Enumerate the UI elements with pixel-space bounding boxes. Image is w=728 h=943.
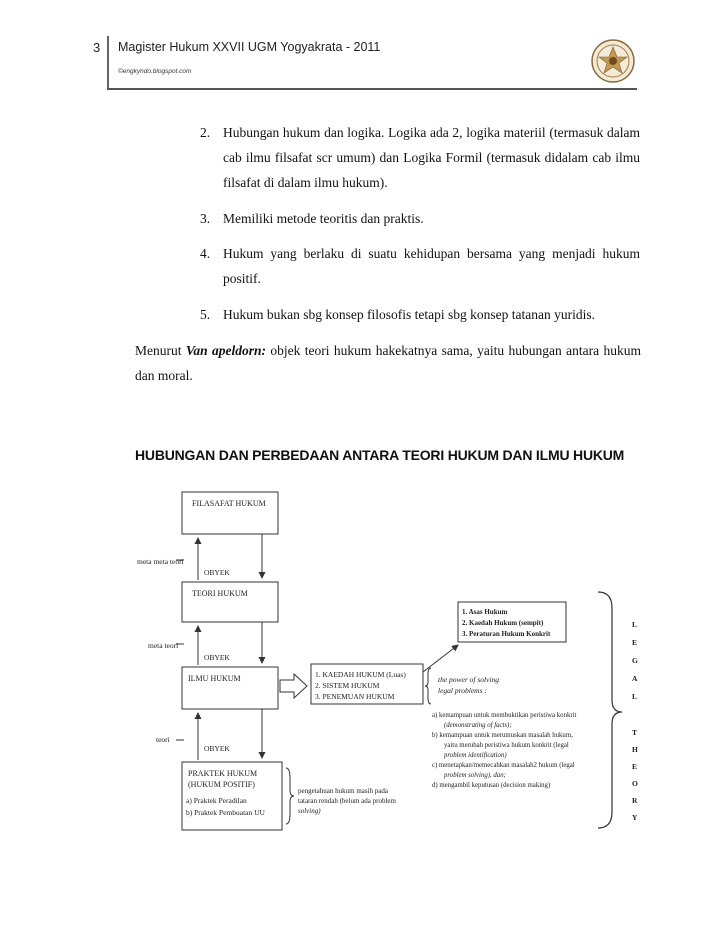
- ability-line: d) mengambil keputusan (decision making): [432, 782, 551, 789]
- vertical-letter: G: [632, 656, 638, 665]
- section-heading: HUBUNGAN DAN PERBEDAAN ANTARA TEORI HUKUM DAN ILMU HUKUM: [135, 447, 625, 463]
- asas-item: 3. Peraturan Hukum Konkrit: [462, 630, 551, 638]
- vertical-letter: E: [632, 762, 638, 771]
- kaedah-item: 2. SISTEM HUKUM: [315, 681, 380, 690]
- praktek-item1: a) Praktek Peradilan: [186, 796, 247, 805]
- meta-meta-teori-label: meta meta teori: [137, 557, 184, 566]
- ability-line: yaitu merubah peristiwa hukum konkrit (legal: [444, 742, 569, 749]
- praktek-item2: b) Praktek Pembuatan UU: [186, 808, 265, 817]
- vertical-letter: R: [632, 796, 638, 805]
- ability-line: c) menetapkan/memecahkan masalah2 hukum (legal: [432, 762, 575, 769]
- pengetahuan-line: solving): [298, 807, 321, 815]
- header-title: Magister Hukum XXVII UGM Yogyakrata - 2011: [118, 40, 381, 54]
- obyek-label: OBYEK: [204, 653, 230, 662]
- list-item-number: 4.: [200, 246, 211, 261]
- pengetahuan-line: tataran rendah (belum ada problem: [298, 797, 396, 805]
- vertical-letter: O: [632, 779, 638, 788]
- author-name: Van apeldorn:: [185, 343, 267, 358]
- paragraph-prefix: Menurut: [135, 343, 186, 358]
- ability-line: problem solving), dan;: [444, 772, 506, 779]
- ability-line: b) kemampuan untuk merumuskan masalah hukum,: [432, 732, 573, 739]
- vertical-letter: L: [632, 692, 638, 701]
- header-subtitle: ©engkyndo.blogspot.com: [118, 68, 192, 75]
- power-line: legal problems :: [438, 686, 487, 695]
- obyek-label: OBYEK: [204, 744, 230, 753]
- obyek-label: OBYEK: [204, 568, 230, 577]
- list-item-number: 2.: [200, 125, 211, 140]
- kaedah-brace: [425, 668, 431, 704]
- asas-item: 2. Kaedah Hukum (sempit): [462, 619, 544, 627]
- list-item-number: 3.: [200, 211, 211, 226]
- vertical-letter: L: [632, 620, 638, 629]
- meta-teori-label: meta teori: [148, 641, 179, 650]
- teori-side-label: teori: [156, 735, 170, 744]
- legal-theory-brace: [598, 592, 622, 828]
- list-item-text: Hubungan hukum dan logika. Logika ada 2, logika materiil (termasuk dalam cab ilmu filsafat scr umum) dan Logika Formil (termasuk didalam cab ilmu filsafat di dalam ilmu hukum).: [223, 125, 640, 190]
- asas-item: 1. Asas Hukum: [462, 608, 508, 616]
- teori-label: TEORI HUKUM: [192, 589, 248, 598]
- kaedah-item: 3. PENEMUAN HUKUM: [315, 692, 395, 701]
- list-item-number: 5.: [200, 307, 211, 322]
- vertical-letter: H: [632, 745, 638, 754]
- praktek-title2: (HUKUM POSITIF): [188, 780, 255, 789]
- pengetahuan-line: pengetahuan hukum masih pada: [298, 787, 389, 795]
- list-item-text: Memiliki metode teoritis dan praktis.: [223, 211, 424, 226]
- vertical-letter: E: [632, 638, 638, 647]
- block-arrow: [280, 674, 307, 698]
- praktek-brace: [286, 768, 294, 824]
- ability-line: (demonstrating of facts);: [444, 722, 512, 729]
- teori-box: [182, 582, 278, 622]
- ability-line: problem identification): [444, 752, 507, 759]
- vertical-letter: T: [632, 728, 638, 737]
- praktek-title1: PRAKTEK HUKUM: [188, 769, 258, 778]
- filsafat-label: FILASAFAT HUKUM: [192, 499, 266, 508]
- vertical-letter: A: [632, 674, 638, 683]
- ilmu-label: ILMU HUKUM: [188, 674, 241, 683]
- page-number: 3: [93, 40, 101, 55]
- arrow-to-asas: [423, 645, 458, 672]
- vertical-letter: Y: [632, 813, 638, 822]
- paragraph-text: objek teori hukum hakekatnya sama, yaitu hubungan antara hukum dan moral.: [135, 343, 641, 383]
- list-item-text: Hukum bukan sbg konsep filosofis tetapi sbg konsep tatanan yuridis.: [223, 307, 595, 322]
- kaedah-item: 1. KAEDAH HUKUM (Luas): [315, 670, 406, 679]
- ability-line: a) kemampuan untuk membuktikan peristiwa konkrit: [432, 712, 577, 719]
- power-line: the power of solving: [438, 675, 500, 684]
- list-item-text: Hukum yang berlaku di suatu kehidupan bersama yang menjadi hukum positif.: [223, 246, 640, 286]
